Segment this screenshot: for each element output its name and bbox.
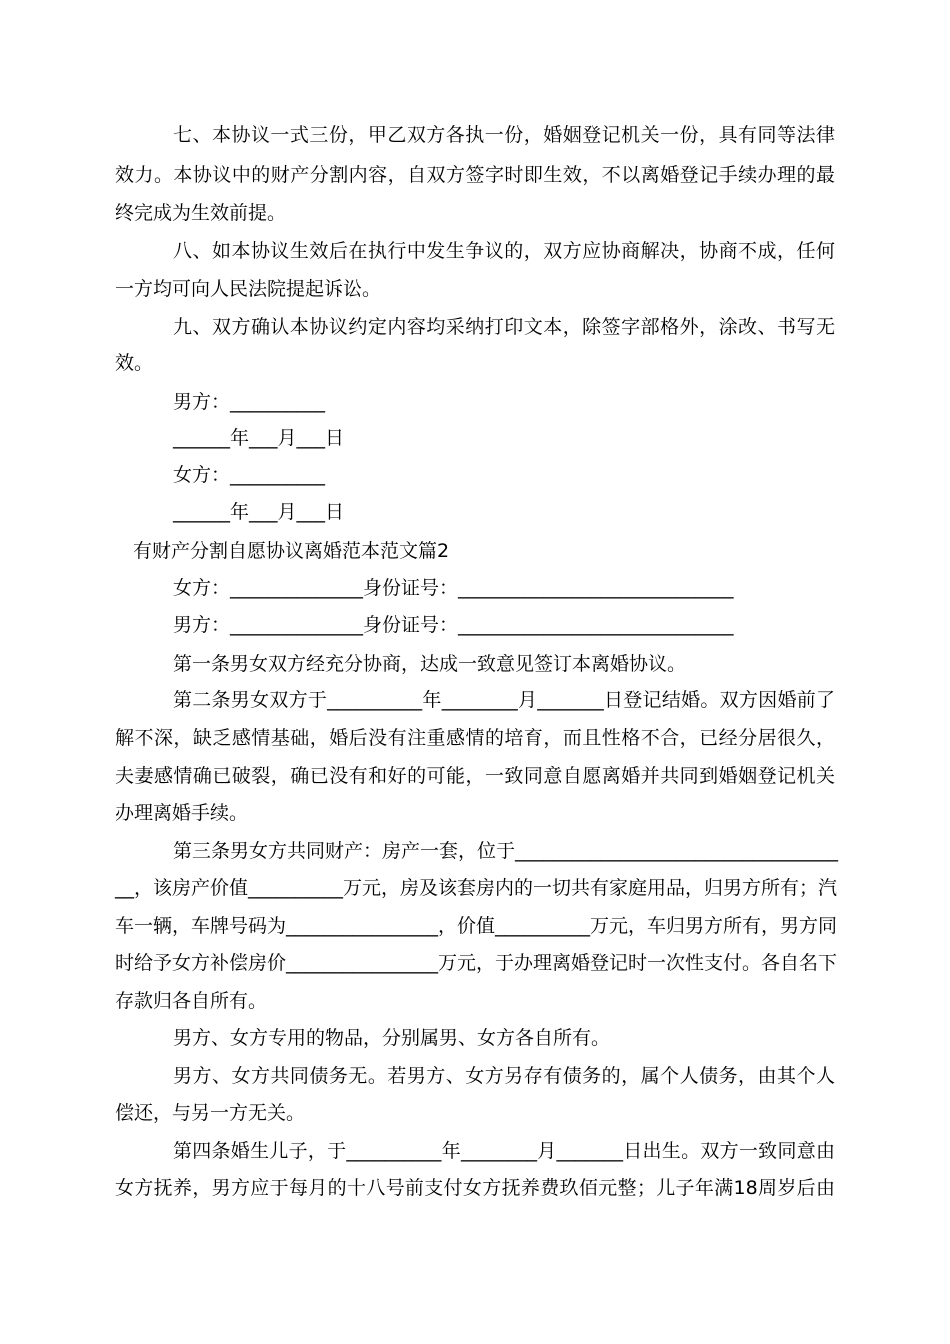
debt-line-1: 男方、女方共同债务无。若男方、女方另存有债务的，属个人债务，由其个人	[173, 1065, 835, 1087]
female-id-line: 女方：______________身份证号：_____________________________	[173, 577, 734, 599]
section-title: 有财产分割自愿协议离婚范本范文篇2	[133, 540, 450, 562]
article-2-line-3: 夫妻感情确已破裂，确已没有和好的可能，一致同意自愿离婚并共同到婚姻登记机关	[115, 765, 835, 787]
article-2-line-2: 解不深，缺乏感情基础，婚后没有注重感情的培育，而且性格不合，已经分居很久，	[115, 727, 835, 749]
article-3-line-3: 车一辆，车牌号码为________________，价值__________万元，车归男方所有，男方同	[115, 915, 838, 937]
clause-7-line-1: 七、本协议一式三份，甲乙双方各执一份，婚姻登记机关一份，具有同等法律	[173, 124, 835, 146]
clause-8-line-2: 一方均可向人民法院提起诉讼。	[115, 278, 382, 300]
clause-9-line-1: 九、双方确认本协议约定内容均采纳打印文本，除签字部格外，涂改、书写无	[173, 316, 835, 338]
article-4-line-1: 第四条婚生儿子，于__________年________月_______日出生。双方一致同意由	[173, 1140, 835, 1162]
male-signature-line: 男方：__________	[173, 391, 326, 413]
clause-9-line-2: 效。	[115, 352, 154, 374]
male-date-line: ______年___月___日	[173, 427, 345, 449]
clause-7-line-3: 终完成为生效前提。	[115, 202, 287, 224]
article-2-line-4: 办理离婚手续。	[115, 802, 249, 824]
article-1: 第一条男女双方经充分协商，达成一致意见签订本离婚协议。	[173, 653, 687, 675]
female-date-line: ______年___月___日	[173, 501, 345, 523]
male-id-line: 男方：______________身份证号：_____________________________	[173, 614, 734, 636]
clause-7-line-2: 效力。本协议中的财产分割内容，自双方签字时即生效，不以离婚登记手续办理的最	[115, 164, 835, 186]
debt-line-2: 偿还，与另一方无关。	[115, 1102, 306, 1124]
article-3-line-4: 时给予女方补偿房价________________万元，于办理离婚登记时一次性支付。各自名下	[115, 952, 838, 974]
article-3-line-5: 存款归各自所有。	[115, 990, 268, 1012]
article-4-line-2: 女方抚养，男方应于每月的十八号前支付女方抚养费玖佰元整；儿子年满18周岁后由	[115, 1177, 835, 1199]
female-signature-line: 女方：__________	[173, 464, 326, 486]
article-2-line-1: 第二条男女双方于__________年________月_______日登记结婚。双方因婚前了	[173, 689, 835, 711]
clause-8-line-1: 八、如本协议生效后在执行中发生争议的，双方应协商解决，协商不成，任何	[173, 240, 835, 262]
article-3-line-2: __，该房产价值__________万元，房及该套房内的一切共有家庭用品，归男方所有；汽	[115, 877, 838, 899]
personal-items-line: 男方、女方专用的物品，分别属男、女方各自所有。	[173, 1027, 611, 1049]
article-3-line-1: 第三条男女方共同财产：房产一套，位于__________________________________	[173, 840, 839, 862]
